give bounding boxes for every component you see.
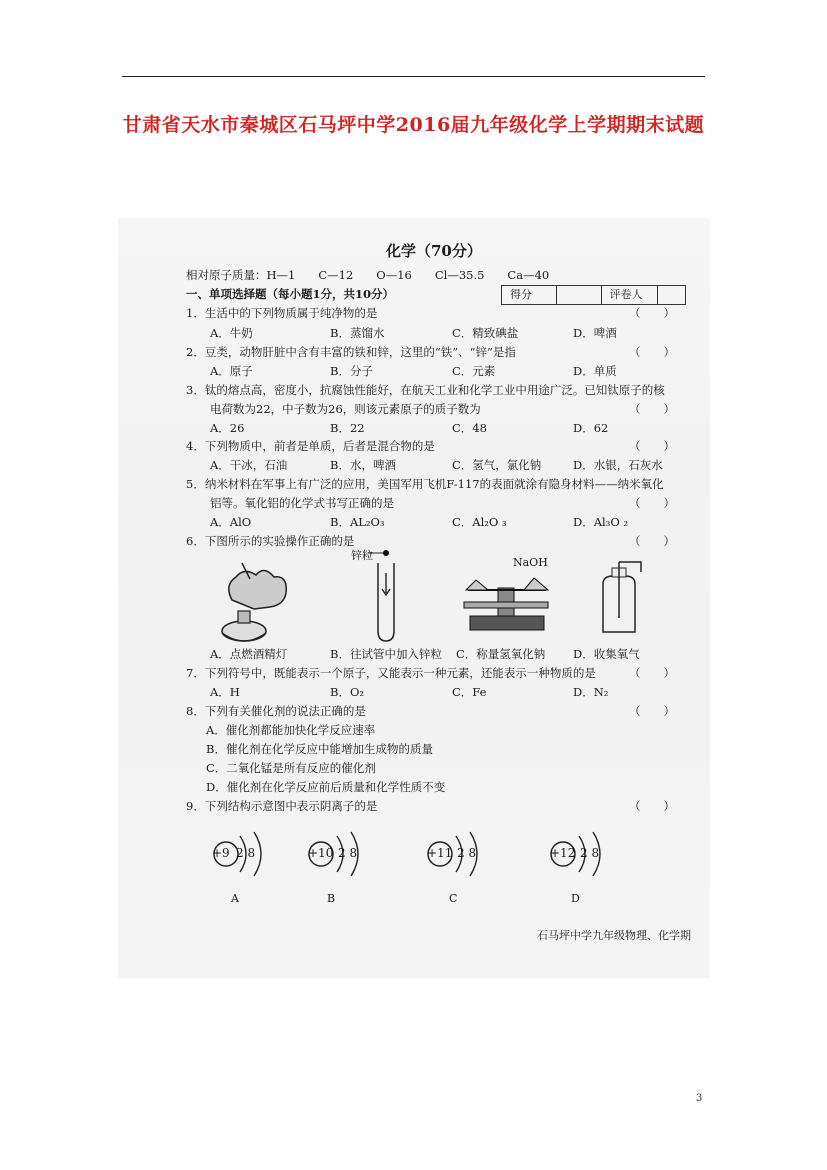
q1-option-c: C．精致碘盐 — [452, 326, 519, 340]
score-box — [501, 285, 686, 305]
q7-option-a: A．H — [210, 685, 240, 699]
q6-option-c: C．称量氢氧化钠 — [456, 647, 546, 661]
q4-option-c: C．氢气，氯化钠 — [452, 458, 542, 472]
q4-option-d: D．水银，石灰水 — [573, 458, 663, 472]
atom-b-core: +10 — [308, 846, 334, 860]
q8-option-d: D．催化剂在化学反应前后质量和化学性质不变 — [206, 780, 446, 794]
q3-option-d: D．62 — [573, 421, 609, 435]
balance-illustration — [462, 568, 552, 638]
q1-option-a: A．牛奶 — [210, 326, 253, 340]
test-tube-illustration — [368, 545, 408, 645]
q3-option-c: C．48 — [452, 421, 487, 435]
question-3-stem-cont: 电荷数为22，中子数为26，则该元素原子的质子数为 — [210, 402, 481, 416]
answer-paren: （ ） — [629, 799, 675, 813]
q2-option-c: C．元素 — [452, 364, 496, 378]
atom-a-shells: 2 8 — [236, 846, 256, 860]
question-3-stem: 3．钛的熔点高，密度小，抗腐蚀性能好，在航天工业和化学工业中用途广泛。已知钛原子的核 — [186, 383, 665, 397]
question-2-stem: 2．豆类，动物肝脏中含有丰富的铁和锌，这里的“铁”、“锌”是指 — [186, 345, 516, 359]
header-rule — [122, 76, 705, 77]
q7-option-b: B．O₂ — [330, 685, 364, 699]
score-cell — [557, 286, 602, 304]
q5-option-a: A．AlO — [210, 515, 252, 529]
question-4-stem: 4．下列物质中，前者是单质，后者是混合物的是 — [186, 439, 435, 453]
atom-a-core: +9 — [212, 846, 230, 860]
atom-d-shells: 2 8 — [580, 846, 600, 860]
grader-cell — [658, 286, 685, 304]
question-5-stem: 5．纳米材料在军事上有广泛的应用，美国军用飞机F-117的表面就涂有隐身材料——纳米氧化 — [186, 477, 664, 491]
atom-c-label: C — [449, 892, 458, 905]
q8-option-a: A．催化剂都能加快化学反应速率 — [206, 723, 376, 737]
atom-d-core: +12 — [550, 846, 576, 860]
q5-option-d: D．Al₃O ₂ — [573, 515, 629, 529]
answer-paren: （ ） — [629, 534, 675, 548]
question-8-stem: 8．下列有关催化剂的说法正确的是 — [186, 704, 366, 718]
question-1-stem: 1．生活中的下列物质属于纯净物的是 — [186, 306, 378, 320]
atom-c-core: +11 — [427, 846, 453, 860]
question-5-stem-cont: 铝等。氧化铝的化学式书写正确的是 — [210, 496, 394, 510]
q6-option-d: D．收集氧气 — [573, 647, 640, 661]
q5-option-b: B．AL₂O₃ — [330, 515, 385, 529]
q5-option-c: C．Al₂O ₃ — [452, 515, 507, 529]
q2-option-d: D．单质 — [573, 364, 617, 378]
q8-option-c: C．二氧化锰是所有反应的催化剂 — [206, 761, 376, 775]
q3-option-a: A．26 — [210, 421, 245, 435]
naoh-label: NaOH — [513, 556, 548, 569]
question-7-stem: 7．下列符号中，既能表示一个原子，又能表示一种元素，还能表示一种物质的是 — [186, 666, 596, 680]
q3-option-b: B．22 — [330, 421, 365, 435]
atom-c-shells: 2 8 — [457, 846, 477, 860]
alcohol-lamp-illustration — [214, 555, 304, 645]
school-footer-note: 石马坪中学九年级物理、化学期 — [537, 929, 691, 942]
question-9-stem: 9．下列结构示意图中表示阴离子的是 — [186, 799, 378, 813]
document-title: 甘肃省天水市秦城区石马坪中学2016届九年级化学上学期期末试题 — [122, 114, 705, 136]
q6-option-a: A．点燃酒精灯 — [210, 647, 288, 661]
answer-paren: （ ） — [629, 704, 675, 718]
q2-option-b: B．分子 — [330, 364, 373, 378]
answer-paren: （ ） — [629, 439, 675, 453]
paper-title: 化学（70分） — [386, 242, 482, 260]
question-6-stem: 6．下图所示的实验操作正确的是 — [186, 534, 355, 548]
q1-option-b: B．蒸馏水 — [330, 326, 385, 340]
q1-option-d: D．啤酒 — [573, 326, 617, 340]
atom-b-shells: 2 8 — [338, 846, 358, 860]
grader-label: 评卷人 — [602, 286, 659, 304]
page-number: 3 — [696, 1093, 703, 1104]
atom-b-label: B — [327, 892, 336, 905]
answer-paren: （ ） — [629, 496, 675, 510]
gas-bottle-illustration — [595, 558, 645, 638]
atomic-mass-line: 相对原子质量：H—1 C—12 O—16 Cl—35.5 Ca—40 — [186, 268, 550, 282]
q2-option-a: A．原子 — [210, 364, 253, 378]
answer-paren: （ ） — [629, 402, 675, 416]
q7-option-c: C．Fe — [452, 685, 487, 699]
section-heading: 一、单项选择题（每小题1分，共10分） — [186, 287, 395, 301]
atom-d-label: D — [571, 892, 580, 905]
q7-option-d: D．N₂ — [573, 685, 609, 699]
q6-option-b: B．往试管中加入锌粒 — [330, 647, 442, 661]
answer-paren: （ ） — [629, 345, 675, 359]
q4-option-a: A．干冰，石油 — [210, 458, 288, 472]
score-label: 得分 — [502, 286, 557, 304]
answer-paren: （ ） — [629, 666, 675, 680]
q8-option-b: B．催化剂在化学反应中能增加生成物的质量 — [206, 742, 433, 756]
q4-option-b: B．水，啤酒 — [330, 458, 396, 472]
answer-paren: （ ） — [629, 306, 675, 320]
zinc-label: 锌粒 — [351, 549, 373, 562]
atom-a-label: A — [231, 892, 239, 905]
